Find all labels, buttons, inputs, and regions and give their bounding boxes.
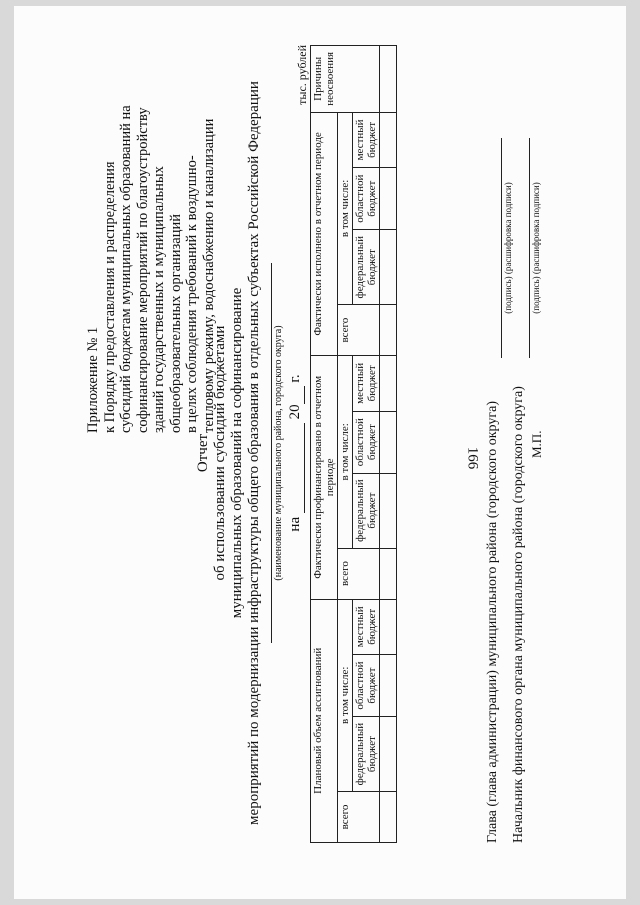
units-label: тыс. рублей [295,44,309,105]
report-subtitle-line: муниципальных образований на софинансирование [229,287,245,618]
date-blank [287,423,305,513]
appendix-line: в целях соблюдения требований к воздушно- [184,154,200,433]
table-cell [380,548,397,599]
table-cell [380,791,397,842]
date-year: 20 [287,403,303,419]
header-regional: областной бюджет [353,411,380,473]
table-cell [380,654,397,716]
table-cell [380,411,397,473]
header-regional: областной бюджет [353,167,380,229]
appendix-line: софинансирование мероприятий по благоустройству [134,106,151,433]
report-subtitle-line: мероприятий по модернизации инфраструктуры общего образования в отдельных субъектах Российской Федерации [246,80,262,825]
header-federal: федеральный бюджет [353,473,380,548]
header-local: местный бюджет [353,112,380,167]
table-row [380,45,397,842]
header-planned: Плановый объем ассигнований [311,599,338,842]
header-local: местный бюджет [353,599,380,654]
stamp-placeholder: М.П. [529,430,544,458]
table-cell [380,599,397,654]
header-including: в том числе: [338,112,353,304]
header-reasons: Причины неосвоения [311,45,380,112]
header-federal: федеральный бюджет [353,716,380,791]
table-cell [380,167,397,229]
year-blank [287,386,305,404]
header-local: местный бюджет [353,355,380,410]
date-prefix: на [287,516,303,532]
date-suffix: г. [287,373,303,383]
table-cell [380,304,397,355]
appendix-line: субсидий бюджетам муниципальных образований на [118,104,134,433]
table-cell [380,473,397,548]
header-including: в том числе: [338,355,353,547]
report-date-line [287,43,305,863]
report-subtitle-line: об использовании субсидий бюджетами [212,325,228,580]
municipality-caption: (наименование муниципального района, городского округа) [271,263,285,643]
report-title: Отчет [195,433,211,472]
signature-finance-caption: (подпись) (расшифровка подписи) [529,138,541,358]
page-number: 166 [464,446,481,470]
document-page [14,6,626,899]
signature-head-label: Глава (глава администрации) муниципального района (городского округа) [485,400,500,843]
header-total: всего [338,791,380,842]
appendix-line: тепловому режиму, водоснабжению и канализации [200,118,217,433]
signature-finance-row [511,386,527,843]
header-federal: федеральный бюджет [353,229,380,304]
table-cell [380,112,397,167]
header-including: в том числе: [338,599,353,791]
table-cell [380,45,397,112]
header-total: всего [338,548,380,599]
appendix-line: зданий государственных и муниципальных [151,165,167,433]
report-title-block [195,43,305,863]
signature-head-caption: (подпись) (расшифровка подписи) [501,138,513,358]
signature-finance-label: Начальник финансового органа муниципального района (городского округа) [511,385,526,843]
header-financed: Фактически профинансировано в отчетном периоде [311,355,338,598]
appendix-line: к Порядку предоставления и распределения [101,160,118,433]
table-cell [380,229,397,304]
report-table [310,45,397,843]
table-cell [380,716,397,791]
rotated-landscape-content [85,43,555,863]
header-total: всего [338,304,380,355]
table-cell [380,355,397,410]
appendix-line: Приложение № 1 [85,326,101,433]
header-executed: Фактически исполнено в отчетном периоде [311,112,338,355]
header-regional: областной бюджет [353,654,380,716]
signature-head-row [485,401,501,843]
appendix-line: общеобразовательных организаций [167,213,184,433]
